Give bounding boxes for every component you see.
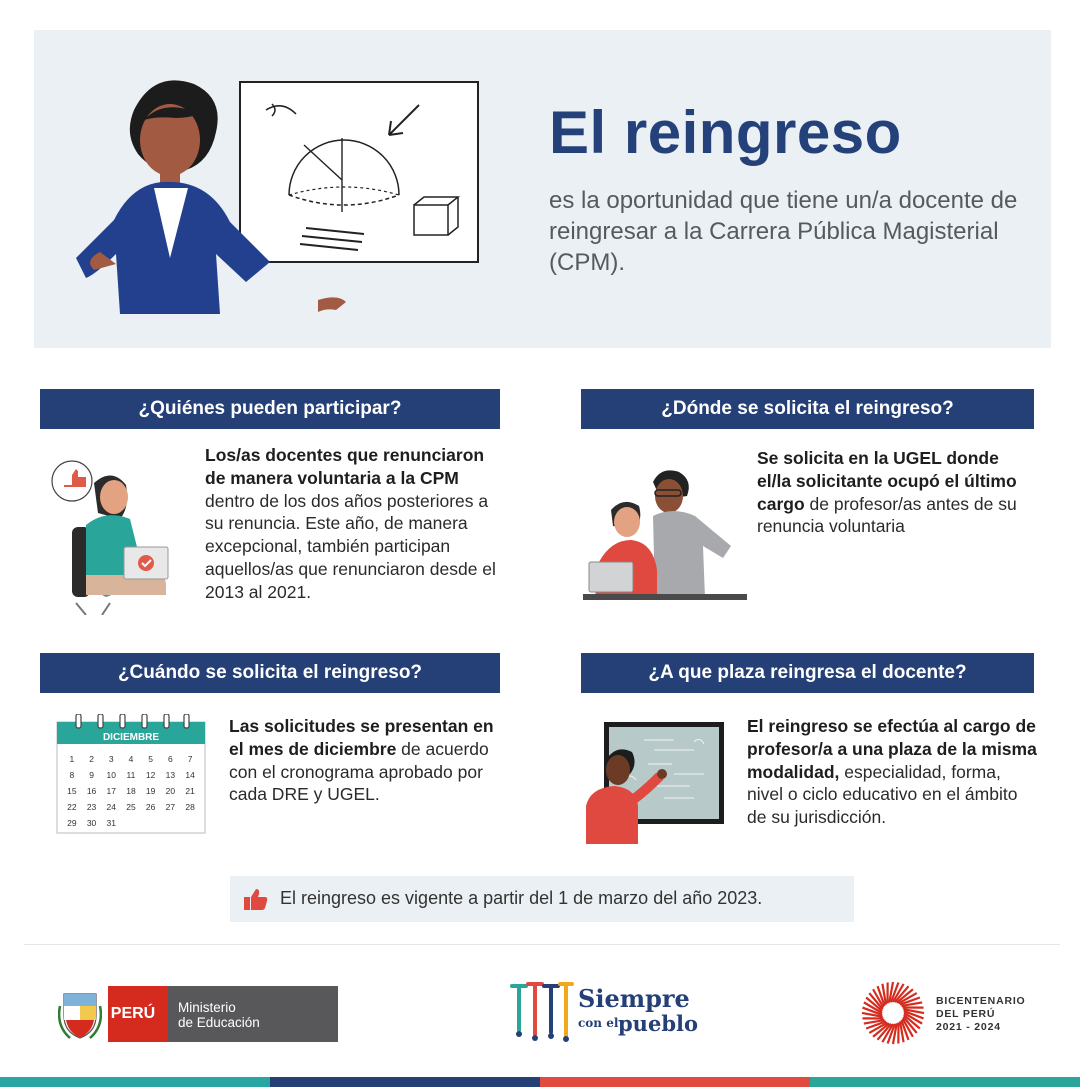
section-text-cuando-rest: de acuerdo con el cronograma aprobado por cada DRE y UGEL.: [229, 738, 489, 805]
section-text-donde: [757, 447, 1029, 538]
calendar-day: 13: [165, 770, 176, 780]
calendar-day: 30: [86, 818, 97, 828]
pueblo-text: pueblo: [618, 1011, 698, 1036]
calendar-day: 29: [67, 818, 77, 828]
woman-laptop-illustration: [50, 455, 190, 615]
calendar-day: [161, 815, 181, 831]
section-header-donde: ¿Dónde se solicita el reingreso?: [581, 389, 1034, 429]
calendar-day: 19: [145, 786, 156, 796]
thumbs-up-icon: [244, 888, 268, 910]
callout-text: El reingreso es vigente a partir del 1 de marzo del año 2023.: [280, 888, 763, 908]
hero-banner: [34, 30, 1051, 348]
section-text-quienes-rest: dentro de los dos años posteriores a su renuncia. Este año, de manera excepcional, también participan aquellos/as que renunciaron desde el 2013 al 2021.: [205, 490, 496, 602]
calendar-day: 20: [165, 786, 176, 796]
calendar-week-row: [62, 783, 200, 799]
section-header-cuando: ¿Cuándo se solicita el reingreso?: [40, 653, 500, 693]
bicentenario-line-1: BICENTENARIO: [936, 995, 1026, 1007]
peru-label: PERÚ: [108, 986, 158, 1042]
section-text-quienes-bold: Los/as docentes que renunciaron de manera voluntaria a la CPM: [205, 445, 485, 488]
section-text-plaza-bold: El reingreso se efectúa al cargo de profesor/a a una plaza de la misma modalidad,: [747, 716, 1037, 782]
con-el-text: con el: [578, 1016, 619, 1030]
bicentenario-line-2: DEL PERÚ: [936, 1008, 996, 1020]
calendar-day: 15: [67, 786, 77, 796]
section-text-quienes: [205, 444, 503, 604]
calendar-day: 26: [145, 802, 156, 812]
calendar-day: [141, 815, 161, 831]
bottom-bar-segment: [270, 1077, 540, 1087]
calendar-day: 7: [187, 754, 193, 764]
calendar-day: 18: [126, 786, 136, 796]
section-text-donde-rest: de profesor/as antes de su renuncia voluntaria: [757, 493, 1017, 537]
calendar-month: DICIEMBRE: [102, 732, 160, 743]
footer-divider: [24, 944, 1060, 945]
calendar-day: [180, 815, 200, 831]
calendar-day: 11: [126, 770, 136, 780]
calendar-day: 6: [168, 754, 173, 764]
bottom-bar-segment: [0, 1077, 270, 1087]
calendar-day: 4: [128, 754, 134, 764]
calendar-day: 9: [89, 770, 94, 780]
calendar-day: 23: [86, 802, 97, 812]
calendar-day: 17: [106, 786, 116, 796]
calendar-day: 1: [69, 754, 75, 764]
calendar-day: 14: [185, 770, 195, 780]
calendar-day: 3: [108, 754, 114, 764]
siempre-pueblo-figures-icon: [508, 980, 574, 1042]
calendar-grid: [62, 751, 200, 831]
section-text-donde-bold: Se solicita en la UGEL donde el/la solicitante ocupó el último cargo: [757, 448, 1017, 514]
two-people-laptop-illustration: [583, 466, 747, 602]
calendar-day: 10: [106, 770, 116, 780]
bottom-bar-segment: [540, 1077, 810, 1087]
bottom-color-bar: [0, 1077, 1080, 1087]
section-text-plaza-rest: especialidad, forma, nivel o ciclo educativo en el ámbito de su jurisdicción.: [747, 761, 1018, 828]
teacher-chalkboard-illustration: [584, 720, 728, 844]
ministerio-line-2: de Educación: [178, 1015, 260, 1030]
calendar-week-row: [62, 799, 200, 815]
calendar-day: 28: [185, 802, 195, 812]
calendar-day: 16: [86, 786, 97, 796]
calendar-day: 24: [106, 802, 116, 812]
bicentenario-logo: [860, 980, 1050, 1046]
calendar-day: 12: [145, 770, 156, 780]
bottom-bar-segment: [810, 1077, 1080, 1087]
peru-coat-of-arms-icon: [58, 986, 102, 1042]
page-title: El reingreso: [549, 99, 902, 166]
bicentenario-line-3: 2021 - 2024: [936, 1021, 1001, 1033]
calendar-day: 8: [69, 770, 75, 780]
section-text-plaza: [747, 715, 1037, 829]
calendar-day: [121, 815, 141, 831]
calendar-day: 2: [89, 754, 94, 764]
calendar-week-row: [62, 815, 200, 831]
section-header-plaza: ¿A que plaza reingresa el docente?: [581, 653, 1034, 693]
calendar-week-row: [62, 751, 200, 767]
calendar-day: 25: [126, 802, 136, 812]
ministerio-label: [168, 986, 338, 1042]
hero-description: es la oportunidad que tiene un/a docente de reingresar a la Carrera Pública Magisterial (CPM).: [549, 187, 1018, 276]
section-text-cuando-bold: Las solicitudes se presentan en el mes de diciembre: [229, 716, 494, 759]
bicentenario-sun-icon: [860, 980, 926, 1046]
calendar-week-row: [62, 767, 200, 783]
calendar-day: 22: [67, 802, 77, 812]
calendar-day: 21: [185, 786, 195, 796]
teacher-whiteboard-illustration: [74, 70, 534, 348]
validity-callout: [230, 876, 854, 922]
calendar-day: 5: [148, 754, 154, 764]
ministerio-line-1: Ministerio: [178, 1000, 236, 1015]
siempre-text: Siempre: [578, 984, 690, 1013]
calendar-day: 27: [165, 802, 176, 812]
calendar-day: 31: [106, 818, 116, 828]
calendar-icon: [56, 714, 206, 834]
siempre-con-el-pueblo-logo: [508, 980, 708, 1042]
section-text-cuando: [229, 715, 504, 806]
bicentenario-text: [936, 995, 1026, 1034]
section-header-quienes: ¿Quiénes pueden participar?: [40, 389, 500, 429]
